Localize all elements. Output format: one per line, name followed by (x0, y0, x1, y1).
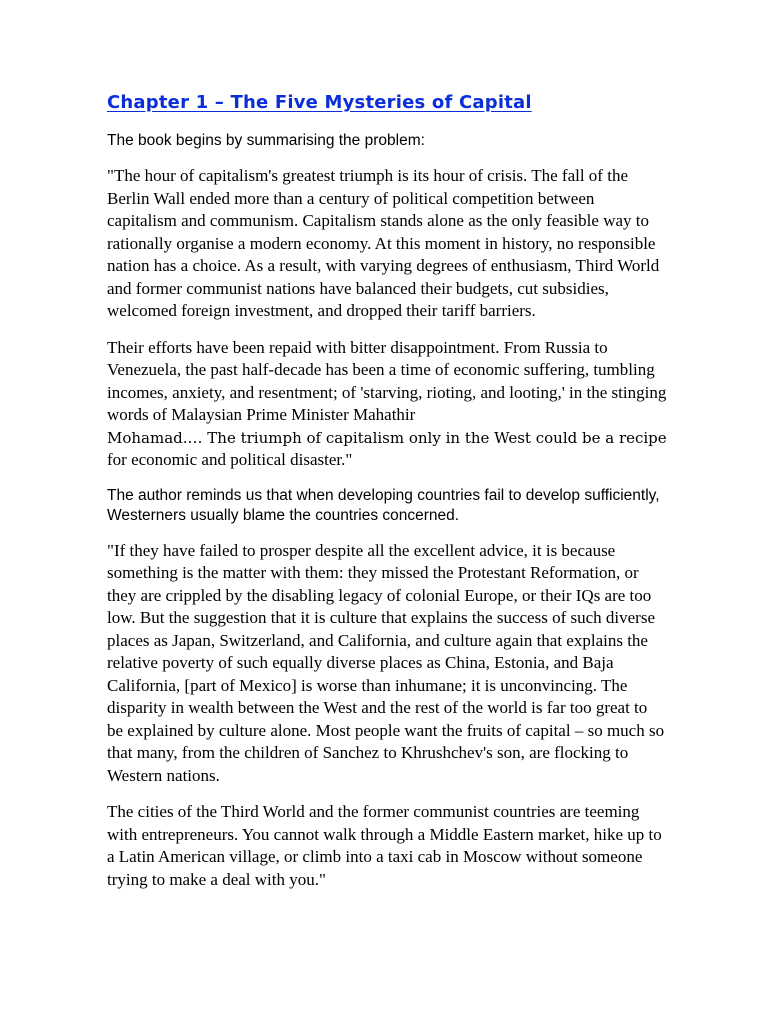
quote1-paragraph-2 (107, 337, 667, 472)
intro-paragraph: The book begins by summarising the problem: (107, 132, 425, 149)
quote1-p2-end: for economic and political disaster." (107, 450, 353, 469)
quote2-paragraph-1: "If they have failed to prosper despite all the excellent advice, it is because something is the matter with them: they missed the Protestant Reformation, or they are crippled by the disabling legacy of colonial Europe, or their IQs are too low. But the suggestion that it is culture that explains the success of such diverse places as Japan, Switzerland, and California, and culture again that explains the relative poverty of such equally diverse places as China, Estonia, and Baja California, [part of Mexico] is worse than inhumane; it is unconvincing. The disparity in wealth between the West and the rest of the world is far too great to be explained by culture alone. Most people want the fruits of capital – so much so that many, from the children of Sanchez to Khrushchev's son, are flocking to Western nations. (107, 540, 665, 785)
quote1-p2-start: Their efforts have been repaid with bitter disappointment. From Russia to Venezuela, the past half-decade has been a time of economic suffering, tumbling incomes, anxiety, and resentment; of 'starving, rioting, and looting,' in the stinging words of Malaysian Prime Minister Mahathir (107, 337, 667, 424)
author-note-paragraph: The author reminds us that when developing countries fail to develop sufficiently, Westerners usually blame the countries concerned. (107, 486, 660, 524)
quote1-p2-alt-font: Mohamad.… The triumph of capitalism only in the West could be a recipe (107, 428, 667, 447)
chapter-title[interactable]: Chapter 1 – The Five Mysteries of Capital (107, 92, 532, 113)
document-page (107, 92, 667, 905)
quote1-paragraph-1: "The hour of capitalism's greatest triumph is its hour of crisis. The fall of the Berlin Wall ended more than a century of political competition between capitalism and communism. Capitalism stands alone as the only feasible way to rationally organise a modern economy. At this moment in history, no responsible nation has a choice. As a result, with varying degrees of enthusiasm, Third World and former communist nations have balanced their budgets, cut subsidies, welcomed foreign investment, and dropped their tariff barriers. (107, 166, 660, 320)
quote2-paragraph-2: The cities of the Third World and the former communist countries are teeming with entrepreneurs. You cannot walk through a Middle Eastern market, hike up to a Latin American village, or climb into a taxi cab in Moscow without someone trying to make a deal with you." (107, 802, 662, 889)
